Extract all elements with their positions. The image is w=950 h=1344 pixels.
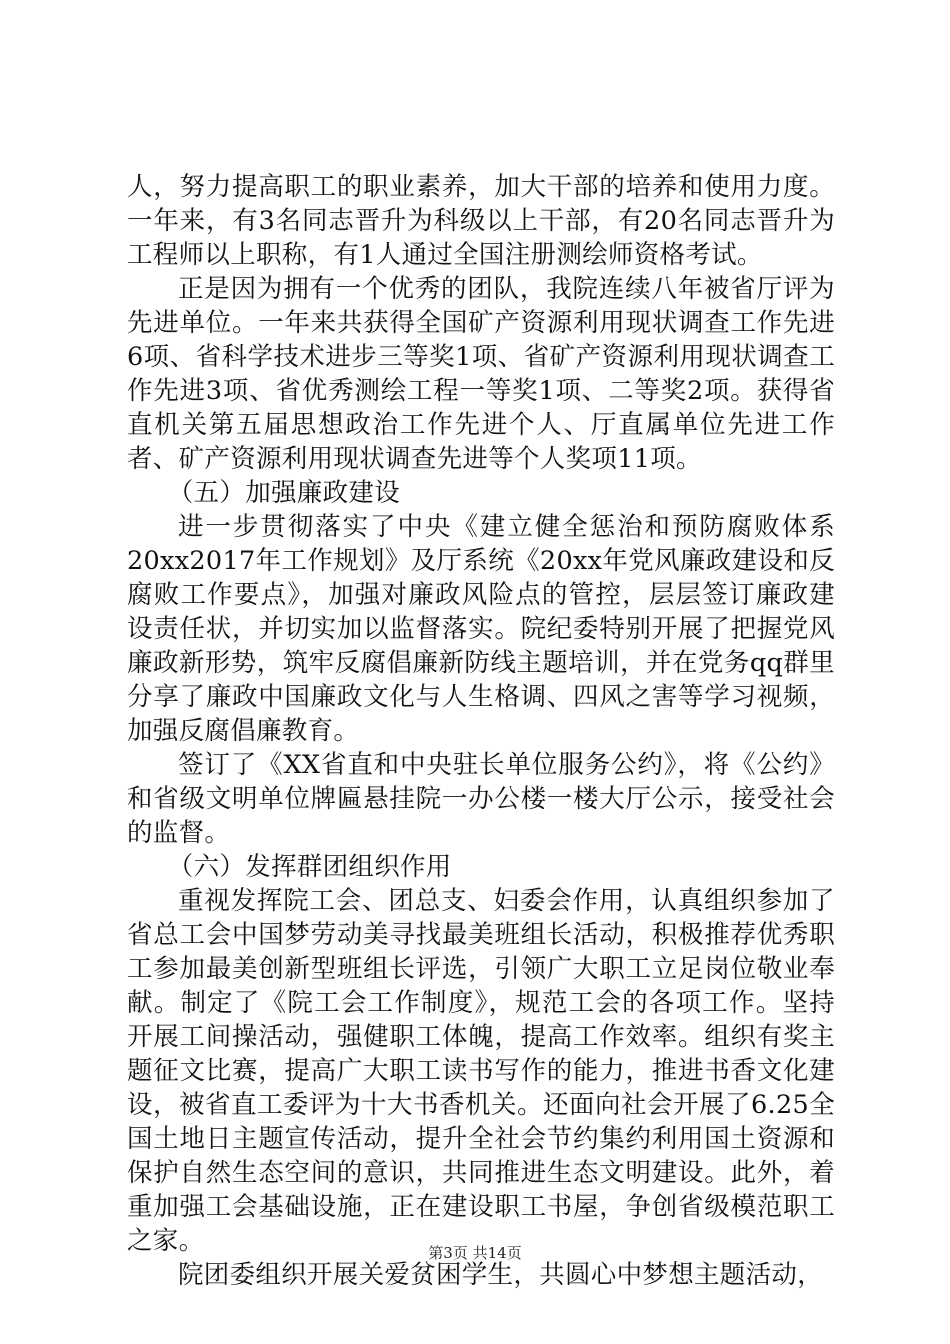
section-heading-integrity: （五）加强廉政建设 [167,478,400,508]
page-number-footer: 第3页 共14页 [428,1244,522,1262]
paragraph-service-pledge: 签订了《XX省直和中央驻长单位服务公约》，将《公约》和省级文明单位牌匾悬挂院一办公楼一楼大厅公示，接受社会的监督。 [127,750,835,848]
paragraph-team-awards: 正是因为拥有一个优秀的团队，我院连续八年被省厅评为先进单位。一年来共获得全国矿产资源利用现状调查工作先进6项、省科学技术进步三等奖1项、省矿产资源利用现状调查工作先进3项、省优秀测绘工程一等奖1项、二等奖2项。获得省直机关第五届思想政治工作先进个人、厅直属单位先进工作者、矿产资源利用现状调查先进等个人奖项11项。 [127,274,835,474]
paragraph-continued: 人，努力提高职工的职业素养，加大干部的培养和使用力度。一年来，有3名同志晋升为科级以上干部，有20名同志晋升为工程师以上职称，有1人通过全国注册测绘师资格考试。 [127,172,835,270]
section-heading-mass-organizations: （六）发挥群团组织作用 [167,852,452,882]
paragraph-union-activities: 重视发挥院工会、团总支、妇委会作用，认真组织参加了省总工会中国梦劳动美寻找最美班组长活动，积极推荐优秀职工参加最美创新型班组长评选，引领广大职工立足岗位敬业奉献。制定了《院工会工作制度》，规范工会的各项工作。坚持开展工间操活动，强健职工体魄，提高工作效率。组织有奖主题征文比赛，提高广大职工读书写作的能力，推进书香文化建设，被省直工委评为十大书香机关。还面向社会开展了6.25全国土地日主题宣传活动，提升全社会节约集约利用国土资源和保护自然生态空间的意识，共同推进生态文明建设。此外，着重加强工会基础设施，正在建设职工书屋，争创省级模范职工之家。 [127,886,835,1256]
document-body [127,170,835,1292]
paragraph-youth-league: 院团委组织开展关爱贫困学生，共圆心中梦想主题活动， [178,1260,824,1290]
paragraph-anti-corruption: 进一步贯彻落实了中央《建立健全惩治和预防腐败体系20xx2017年工作规划》及厅系统《20xx年党风廉政建设和反腐败工作要点》，加强对廉政风险点的管控，层层签订廉政建设责任状，并切实加以监督落实。院纪委特别开展了把握党风廉政新形势，筑牢反腐倡廉新防线主题培训，并在党务qq群里分享了廉政中国廉政文化与人生格调、四风之害等学习视频，加强反腐倡廉教育。 [127,512,835,746]
